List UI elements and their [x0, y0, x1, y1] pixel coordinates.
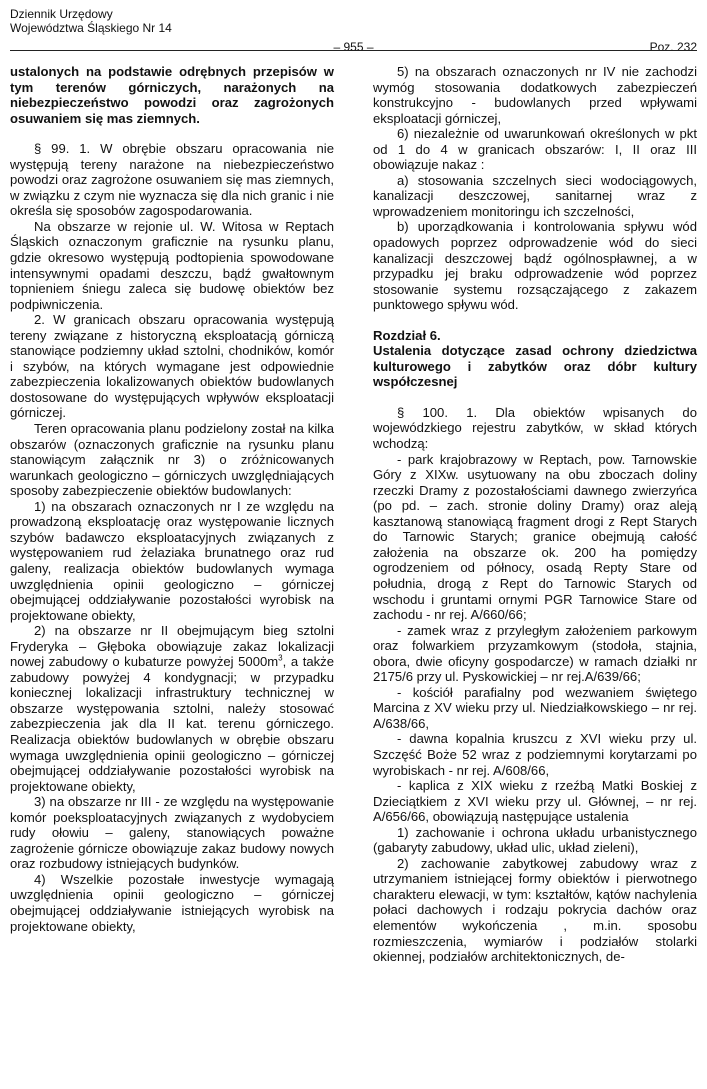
monument-chapel: - kaplica z XIX wieku z rzeźbą Matki Boskiej z Dzieciątkiem z XVI wieku przy ul. Głównej, – nr rej. A/656/66, obowiązują następujące ustalenia	[373, 778, 697, 825]
left-column	[10, 64, 334, 934]
monument-castle: - zamek wraz z przyległym założeniem parkowym oraz folwarkiem przyzamkowym (stodoła, stajnia, obora, dwie oficyny gospodarcze) w ramach działki nr 2175/6 przy ul. Pyskowickiej – nr rej.A/639/66;	[373, 622, 697, 685]
item-1: 1) na obszarach oznaczonych nr I ze względu na prowadzoną eksploatację oraz występowanie licznych szybów badawczo eksploatacyjnych związanych z występowaniem rud żelaziaka brunatnego oraz rud galeny, realizacja obiektów budowlanych wymaga uwzględnienia opinii geologiczno – górniczej obejmującej oddziaływanie pozostałości wyrobisk na projektowane obiekty,	[10, 498, 334, 623]
journal-title	[10, 7, 172, 35]
paragraph-99-1: § 99. 1. W obrębie obszaru opracowania nie występują tereny narażone na niebezpieczeństwo powodzi oraz zagrożone osuwaniem się mas ziemnych, w związku z czym nie wyznacza się dla nich granic i nie określa się sposobów zagospodarowania.	[10, 141, 334, 219]
item-6b: b) uporządkowania i kontrolowania spływu wód opadowych poprzez odprowadzenie wód do sieci kanalizacji deszczowej bądź ogólnospławnej, a w przypadku jej braku odprowadzenie wód poprzez stosowanie systemu rozsączającego z zakazem punktowego spływu wód.	[373, 219, 697, 313]
chapter-title: Ustalenia dotyczące zasad ochrony dziedzictwa kulturowego i zabytków oraz dóbr kultury współczesnej	[373, 343, 697, 390]
journal-line-1: Dziennik Urzędowy	[10, 7, 113, 21]
monument-park: - park krajobrazowy w Reptach, pow. Tarnowskie Góry z XIXw. usytuowany na obu zboczach doliny rzeczki Dramy z pozostałościami dawnego zwierzyńca (po pd. – zach. stronie doliny Dramy) oraz aleją kasztanową stanowiącą fragment drogi z Rept Starych do Tarnowic Starych; granice obejmują całość założenia na obszarze ok. 200 ha pomiędzy ogrodzeniem od północy, osadą Repty Stare od południa, drogą z Rept do Tarnowic Starych od wschodu i gruntami ornymi PGR Tarnowice Stare od zachodu - nr rej. A/660/66;	[373, 451, 697, 623]
paragraph-witosa: Na obszarze w rejonie ul. W. Witosa w Reptach Śląskich oznaczonym graficznie na rysunku planu, gdzie okresowo występują podtopienia spowodowane intensywnymi opadami deszczu, bądź gwałtownym topnieniem śniegu zaleca się budowę obiektów bez podpiwniczenia.	[10, 218, 334, 312]
intro-bold-text: ustalonych na podstawie odrębnych przepisów w tym terenów górniczych, narażonych na niebezpieczeństwo powodzi oraz zagrożonych osuwaniem się mas ziemnych.	[10, 64, 334, 126]
right-column	[373, 64, 697, 965]
header-rule	[10, 50, 697, 51]
monument-mine: - dawna kopalnia kruszcu z XVI wieku przy ul. Szczęść Boże 52 wraz z podziemnymi korytarzami po wyrobiskach - nr rej. A/608/66,	[373, 731, 697, 778]
item-3: 3) na obszarze nr III - ze względu na występowanie komór poeksploatacyjnych związanych z wydobyciem rudy ołowiu – galeny, stanowiących poważne zagrożenie górnicze obowiązuje zakaz budowy nowych oraz rozbudowy istniejących budynków.	[10, 794, 334, 872]
rule-1: 1) zachowanie i ochrona układu urbanistycznego (gabaryty zabudowy, układ ulic, układ zieleni),	[373, 824, 697, 856]
item-2: 2) na obszarze nr II obejmującym bieg sztolni Fryderyka – Głęboka obowiązuje zakaz lokalizacji nowej zabudowy o kubaturze powyżej $5000m^3$, a także zabudowy powyżej 4 kondygnacji; w przypadku koniecznej lokalizacji infrastruktury technicznej w obszarze występowania sztolni, należy stosować zabezpieczenia jak dla II kat. terenu górniczego. Realizacja obiektów budowlanych w obrębie obszaru wymaga uwzględnienia opinii geologiczno – górniczej obejmującej oddziaływanie pozostałości wyrobisk na projektowane obiekty,	[10, 623, 334, 794]
page-number: – 955 –	[333, 40, 374, 54]
paragraph-99-2: 2. W granicach obszaru opracowania występują tereny związane z historyczną eksploatacją górniczą stanowiące podziemny układ sztolni, chodników, komór i szybów, na których wymagane jest odpowiednie zabezpieczenia lokalizowanych obiektów budowlanych dostosowane do występujących wpływów eksploatacji górniczej.	[10, 312, 334, 421]
position-number: Poz. 232	[649, 40, 697, 54]
monument-church: - kościół parafialny pod wezwaniem świętego Marcina z XV wieku przy ul. Niedziałkowskiego – nr rej. A/638/66,	[373, 684, 697, 731]
item-5: 5) na obszarach oznaczonych nr IV nie zachodzi wymóg stosowania dodatkowych zabezpieczeń konstrukcyjno - budowlanych przed wpływami eksploatacji górniczej,	[373, 64, 697, 126]
paragraph-teren: Teren opracowania planu podzielony został na kilka obszarów (oznaczonych graficznie na rysunku planu stanowiącym załącznik nr 3) o zróżnicowanych warunkach geologiczno – górniczych uwzględniających sposoby zabezpieczenie obiektów budowlanych:	[10, 421, 334, 499]
chapter-number: Rozdział 6.	[373, 327, 441, 343]
item-6a: a) stosowania szczelnych sieci wodociągowych, kanalizacji deszczowej, sanitarnej wraz z wprowadzeniem monitoringu ich szczelności,	[373, 172, 697, 219]
page-header	[10, 7, 697, 54]
paragraph-100: § 100. 1. Dla obiektów wpisanych do wojewódzkiego rejestru zabytków, w skład których wchodzą:	[373, 404, 697, 452]
rule-2: 2) zachowanie zabytkowej zabudowy wraz z utrzymaniem istniejącej formy obiektów i pierwotnego charakteru elewacji, w tym: kształtów, kątów nachylenia połaci dachowych i rodzaju pokrycia dachów oraz elementów wykończenia , m.in. sposobu rozmieszczenia, wymiarów i podziałów stolarki okiennej, podziałów architektonicznych, de-	[373, 855, 697, 965]
journal-line-2: Województwa Śląskiego Nr 14	[10, 21, 172, 35]
item-6: 6) niezależnie od uwarunkowań określonych w pkt od 1 do 4 w granicach obszarów: I, II oraz III obowiązuje nakaz :	[373, 126, 697, 173]
item-4: 4) Wszelkie pozostałe inwestycje wymagają uwzględnienia opinii geologiczno – górniczej obejmującej oddziaływanie istniejących wyrobisk na projektowane obiekty,	[10, 871, 334, 934]
